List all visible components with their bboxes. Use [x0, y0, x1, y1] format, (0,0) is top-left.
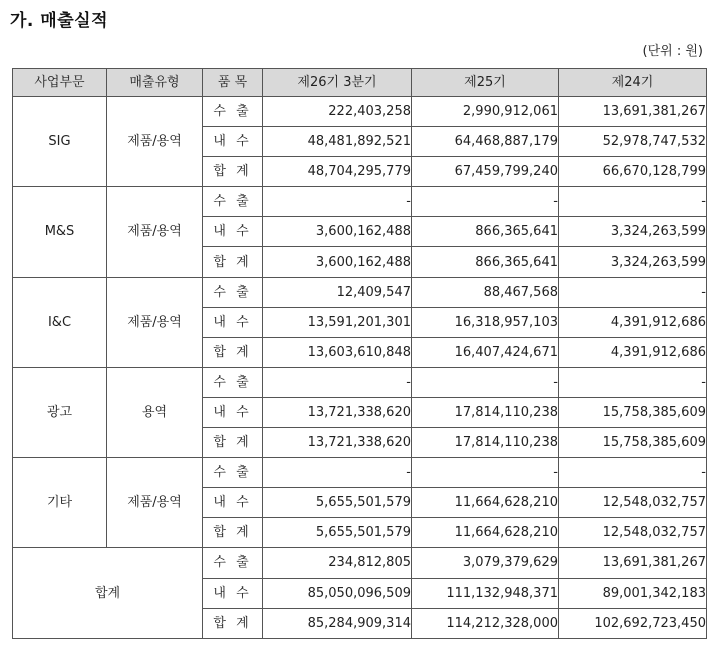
- item-cell: 합 계: [203, 608, 263, 638]
- item-cell: 수 출: [203, 187, 263, 217]
- value-26q3-cell: 85,284,909,314: [263, 608, 412, 638]
- item-cell: 내 수: [203, 307, 263, 337]
- segment-name-cell: SIG: [13, 97, 107, 187]
- value-25-cell: 16,318,957,103: [412, 307, 559, 337]
- table-row: [13, 97, 707, 127]
- header-period-26q3: 제26기 3분기: [263, 69, 412, 97]
- value-24-cell: 102,692,723,450: [559, 608, 707, 638]
- item-cell: 내 수: [203, 127, 263, 157]
- value-24-cell: 4,391,912,686: [559, 337, 707, 367]
- value-25-cell: -: [412, 187, 559, 217]
- value-24-cell: -: [559, 277, 707, 307]
- value-24-cell: 15,758,385,609: [559, 428, 707, 458]
- value-26q3-cell: -: [263, 367, 412, 397]
- value-26q3-cell: 13,721,338,620: [263, 397, 412, 427]
- value-24-cell: -: [559, 187, 707, 217]
- item-cell: 내 수: [203, 217, 263, 247]
- table-header-row: [13, 69, 707, 97]
- value-25-cell: 67,459,799,240: [412, 157, 559, 187]
- segment-name-cell: I&C: [13, 277, 107, 367]
- value-25-cell: 16,407,424,671: [412, 337, 559, 367]
- value-24-cell: -: [559, 367, 707, 397]
- table-body: [13, 97, 707, 639]
- value-26q3-cell: -: [263, 458, 412, 488]
- segment-name-cell: 기타: [13, 458, 107, 548]
- value-26q3-cell: -: [263, 187, 412, 217]
- item-cell: 합 계: [203, 428, 263, 458]
- table-row: [13, 187, 707, 217]
- value-26q3-cell: 85,050,096,509: [263, 578, 412, 608]
- value-24-cell: 13,691,381,267: [559, 97, 707, 127]
- value-25-cell: 11,664,628,210: [412, 488, 559, 518]
- item-cell: 수 출: [203, 458, 263, 488]
- item-cell: 내 수: [203, 488, 263, 518]
- value-25-cell: 866,365,641: [412, 247, 559, 277]
- sales-type-cell: 제품/용역: [107, 458, 203, 548]
- value-26q3-cell: 3,600,162,488: [263, 247, 412, 277]
- value-26q3-cell: 5,655,501,579: [263, 518, 412, 548]
- value-24-cell: 3,324,263,599: [559, 217, 707, 247]
- value-26q3-cell: 12,409,547: [263, 277, 412, 307]
- sales-type-cell: 제품/용역: [107, 277, 203, 367]
- value-26q3-cell: 5,655,501,579: [263, 488, 412, 518]
- table-row: [13, 277, 707, 307]
- value-25-cell: 3,079,379,629: [412, 548, 559, 578]
- value-26q3-cell: 13,591,201,301: [263, 307, 412, 337]
- item-cell: 합 계: [203, 247, 263, 277]
- item-cell: 합 계: [203, 518, 263, 548]
- sales-table: [12, 68, 707, 639]
- segment-name-cell: M&S: [13, 187, 107, 277]
- header-sales-type: 매출유형: [107, 69, 203, 97]
- value-26q3-cell: 3,600,162,488: [263, 217, 412, 247]
- table-row: [13, 458, 707, 488]
- unit-label: (단위 : 원): [642, 44, 703, 59]
- value-25-cell: 114,212,328,000: [412, 608, 559, 638]
- header-period-24: 제24기: [559, 69, 707, 97]
- item-cell: 수 출: [203, 97, 263, 127]
- section-title: 가. 매출실적: [10, 11, 108, 31]
- value-25-cell: 17,814,110,238: [412, 428, 559, 458]
- value-26q3-cell: 222,403,258: [263, 97, 412, 127]
- table-row: [13, 548, 707, 578]
- value-24-cell: 4,391,912,686: [559, 307, 707, 337]
- value-25-cell: 866,365,641: [412, 217, 559, 247]
- header-item: 품 목: [203, 69, 263, 97]
- item-cell: 수 출: [203, 367, 263, 397]
- value-25-cell: -: [412, 367, 559, 397]
- value-24-cell: -: [559, 458, 707, 488]
- value-26q3-cell: 13,603,610,848: [263, 337, 412, 367]
- value-24-cell: 52,978,747,532: [559, 127, 707, 157]
- value-26q3-cell: 48,481,892,521: [263, 127, 412, 157]
- value-24-cell: 3,324,263,599: [559, 247, 707, 277]
- table-row: [13, 367, 707, 397]
- value-25-cell: 11,664,628,210: [412, 518, 559, 548]
- sales-type-cell: 제품/용역: [107, 187, 203, 277]
- value-24-cell: 12,548,032,757: [559, 488, 707, 518]
- value-25-cell: 64,468,887,179: [412, 127, 559, 157]
- value-24-cell: 66,670,128,799: [559, 157, 707, 187]
- value-24-cell: 15,758,385,609: [559, 397, 707, 427]
- sales-type-cell: 제품/용역: [107, 97, 203, 187]
- item-cell: 합 계: [203, 337, 263, 367]
- item-cell: 합 계: [203, 157, 263, 187]
- value-25-cell: 17,814,110,238: [412, 397, 559, 427]
- item-cell: 내 수: [203, 397, 263, 427]
- value-24-cell: 12,548,032,757: [559, 518, 707, 548]
- sales-type-cell: 용역: [107, 367, 203, 457]
- value-25-cell: -: [412, 458, 559, 488]
- value-26q3-cell: 13,721,338,620: [263, 428, 412, 458]
- value-26q3-cell: 48,704,295,779: [263, 157, 412, 187]
- value-26q3-cell: 234,812,805: [263, 548, 412, 578]
- value-25-cell: 111,132,948,371: [412, 578, 559, 608]
- item-cell: 내 수: [203, 578, 263, 608]
- value-25-cell: 88,467,568: [412, 277, 559, 307]
- header-segment: 사업부문: [13, 69, 107, 97]
- value-24-cell: 13,691,381,267: [559, 548, 707, 578]
- value-24-cell: 89,001,342,183: [559, 578, 707, 608]
- item-cell: 수 출: [203, 277, 263, 307]
- item-cell: 수 출: [203, 548, 263, 578]
- value-25-cell: 2,990,912,061: [412, 97, 559, 127]
- header-period-25: 제25기: [412, 69, 559, 97]
- segment-name-cell: 광고: [13, 367, 107, 457]
- segment-name-cell: 합계: [13, 548, 203, 638]
